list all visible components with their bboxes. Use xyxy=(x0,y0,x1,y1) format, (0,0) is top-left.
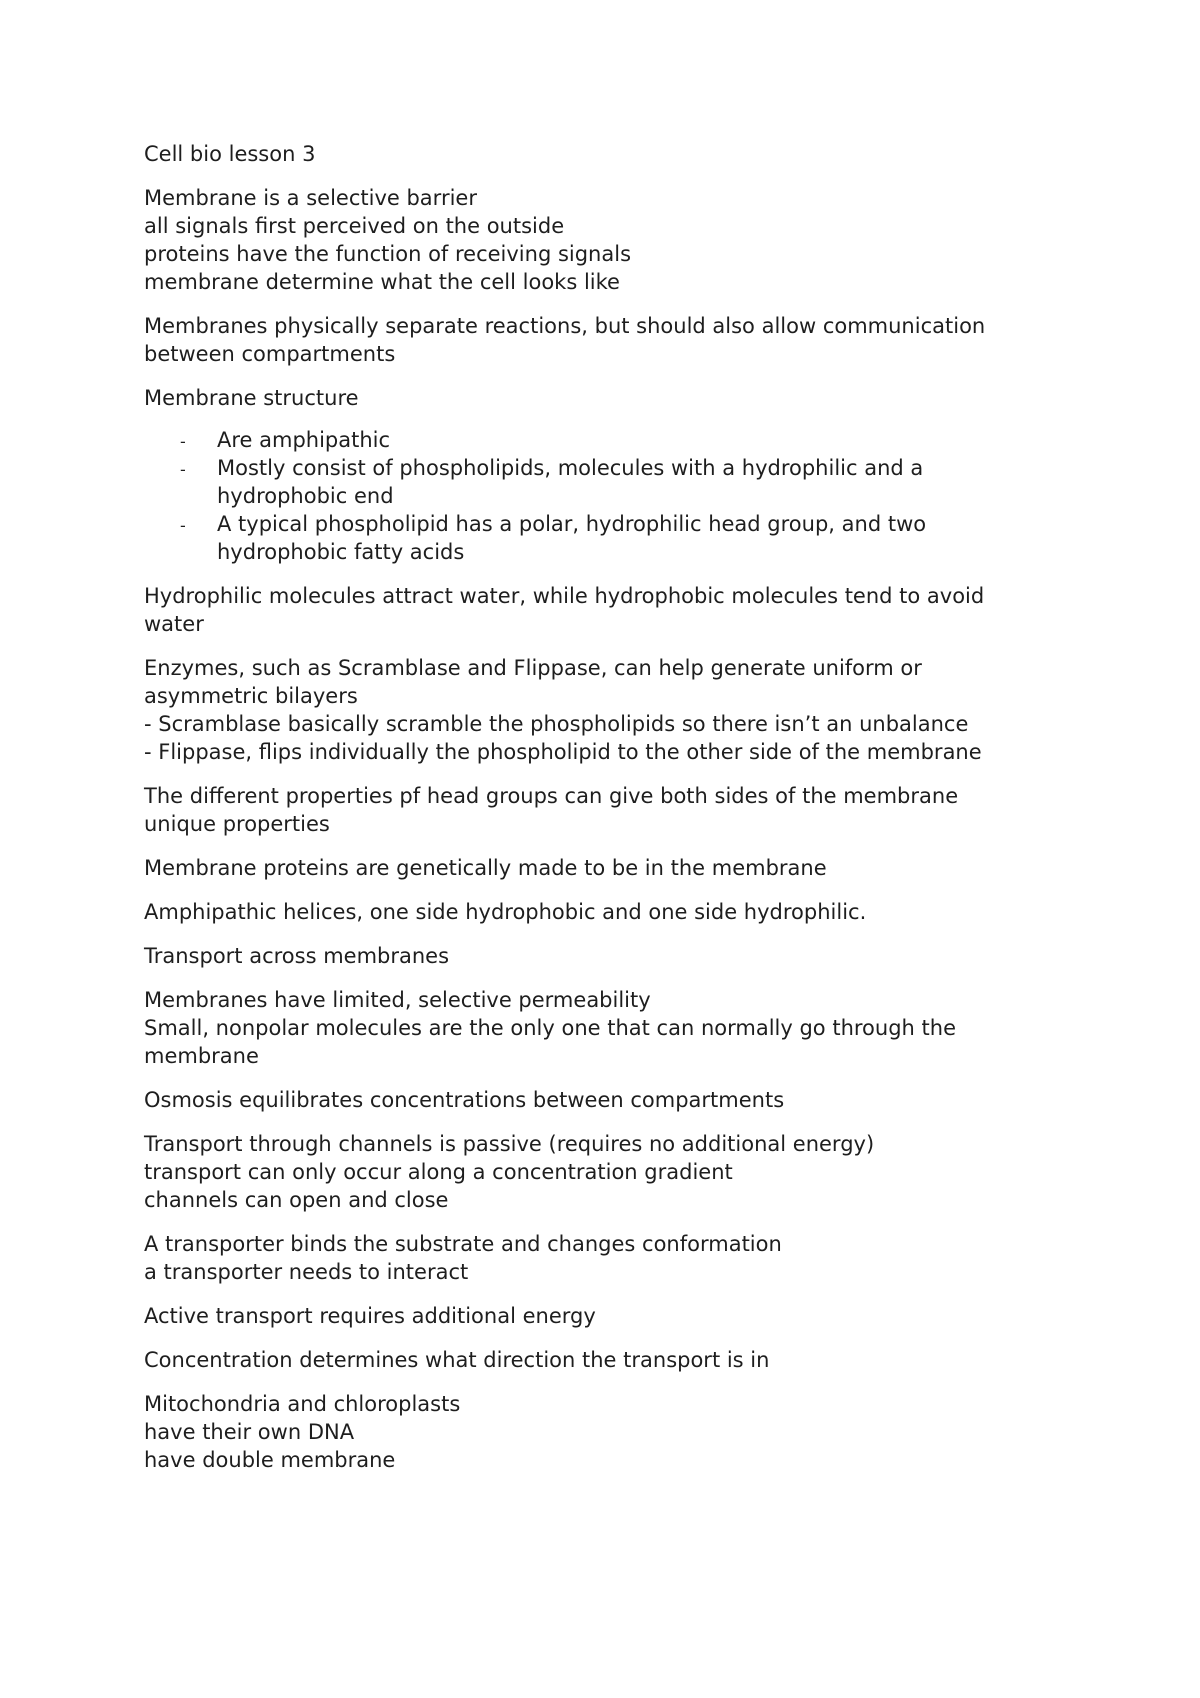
text-line: The different properties pf head groups can give both sides of the membrane xyxy=(144,784,959,808)
text-line: Hydrophilic molecules attract water, while hydrophobic molecules tend to avoid xyxy=(144,584,985,608)
text-line: between compartments xyxy=(144,342,396,366)
text-line: - Flippase, flips individually the phospholipid to the other side of the membrane xyxy=(144,740,982,764)
section-heading xyxy=(144,942,1064,970)
paragraph xyxy=(144,582,1064,638)
text-line: Membranes have limited, selective permeability xyxy=(144,988,651,1012)
paragraph xyxy=(144,1086,1064,1114)
text-line: asymmetric bilayers xyxy=(144,684,358,708)
text-line: A typical phospholipid has a polar, hydrophilic head group, and two xyxy=(217,512,927,536)
bullet-list xyxy=(144,426,1064,566)
text-line: have double membrane xyxy=(144,1448,396,1472)
text-line: hydrophobic fatty acids xyxy=(217,540,465,564)
bullet-marker: - xyxy=(180,516,186,535)
list-item xyxy=(144,454,1064,510)
text-line: transport can only occur along a concentration gradient xyxy=(144,1160,733,1184)
text-line: all signals first perceived on the outside xyxy=(144,214,565,238)
text-line: a transporter needs to interact xyxy=(144,1260,469,1284)
paragraph xyxy=(144,1302,1064,1330)
text-line: have their own DNA xyxy=(144,1420,355,1444)
text-line: Membranes physically separate reactions, but should also allow communication xyxy=(144,314,986,338)
text-line: - Scramblase basically scramble the phospholipids so there isn’t an unbalance xyxy=(144,712,969,736)
text-line: membrane xyxy=(144,1044,259,1068)
text-line: channels can open and close xyxy=(144,1188,449,1212)
text-line: membrane determine what the cell looks like xyxy=(144,270,620,294)
bullet-marker: - xyxy=(180,432,186,451)
text-line: Mostly consist of phospholipids, molecules with a hydrophilic and a xyxy=(217,456,924,480)
paragraph xyxy=(144,1130,1064,1214)
text-line: proteins have the function of receiving signals xyxy=(144,242,632,266)
section-heading xyxy=(144,384,1064,412)
text-line: Membrane is a selective barrier xyxy=(144,186,477,210)
paragraph xyxy=(144,1390,1064,1474)
paragraph xyxy=(144,654,1064,766)
document-body xyxy=(144,140,1064,1490)
text-line: hydrophobic end xyxy=(217,484,394,508)
paragraph xyxy=(144,986,1064,1070)
text-line: A transporter binds the substrate and changes conformation xyxy=(144,1232,782,1256)
paragraph xyxy=(144,898,1064,926)
paragraph xyxy=(144,184,1064,296)
document-title: Cell bio lesson 3 xyxy=(144,142,316,166)
paragraph xyxy=(144,1230,1064,1286)
text-line: Transport through channels is passive (requires no additional energy) xyxy=(144,1132,875,1156)
text-line: unique properties xyxy=(144,812,330,836)
text-line: Membrane structure xyxy=(144,386,359,410)
text-line: Osmosis equilibrates concentrations between compartments xyxy=(144,1088,785,1112)
paragraph xyxy=(144,782,1064,838)
text-line: Amphipathic helices, one side hydrophobic and one side hydrophilic. xyxy=(144,900,867,924)
text-line: Mitochondria and chloroplasts xyxy=(144,1392,461,1416)
text-line: water xyxy=(144,612,204,636)
text-line: Small, nonpolar molecules are the only one that can normally go through the xyxy=(144,1016,956,1040)
bullet-marker: - xyxy=(180,460,186,479)
list-item xyxy=(144,510,1064,566)
paragraph xyxy=(144,1346,1064,1374)
list-item xyxy=(144,426,1064,454)
paragraph xyxy=(144,312,1064,368)
text-line: Transport across membranes xyxy=(144,944,450,968)
text-line: Concentration determines what direction the transport is in xyxy=(144,1348,770,1372)
text-line: Active transport requires additional energy xyxy=(144,1304,596,1328)
paragraph xyxy=(144,854,1064,882)
text-line: Membrane proteins are genetically made to be in the membrane xyxy=(144,856,827,880)
text-line: Enzymes, such as Scramblase and Flippase, can help generate uniform or xyxy=(144,656,922,680)
text-line: Are amphipathic xyxy=(217,428,391,452)
